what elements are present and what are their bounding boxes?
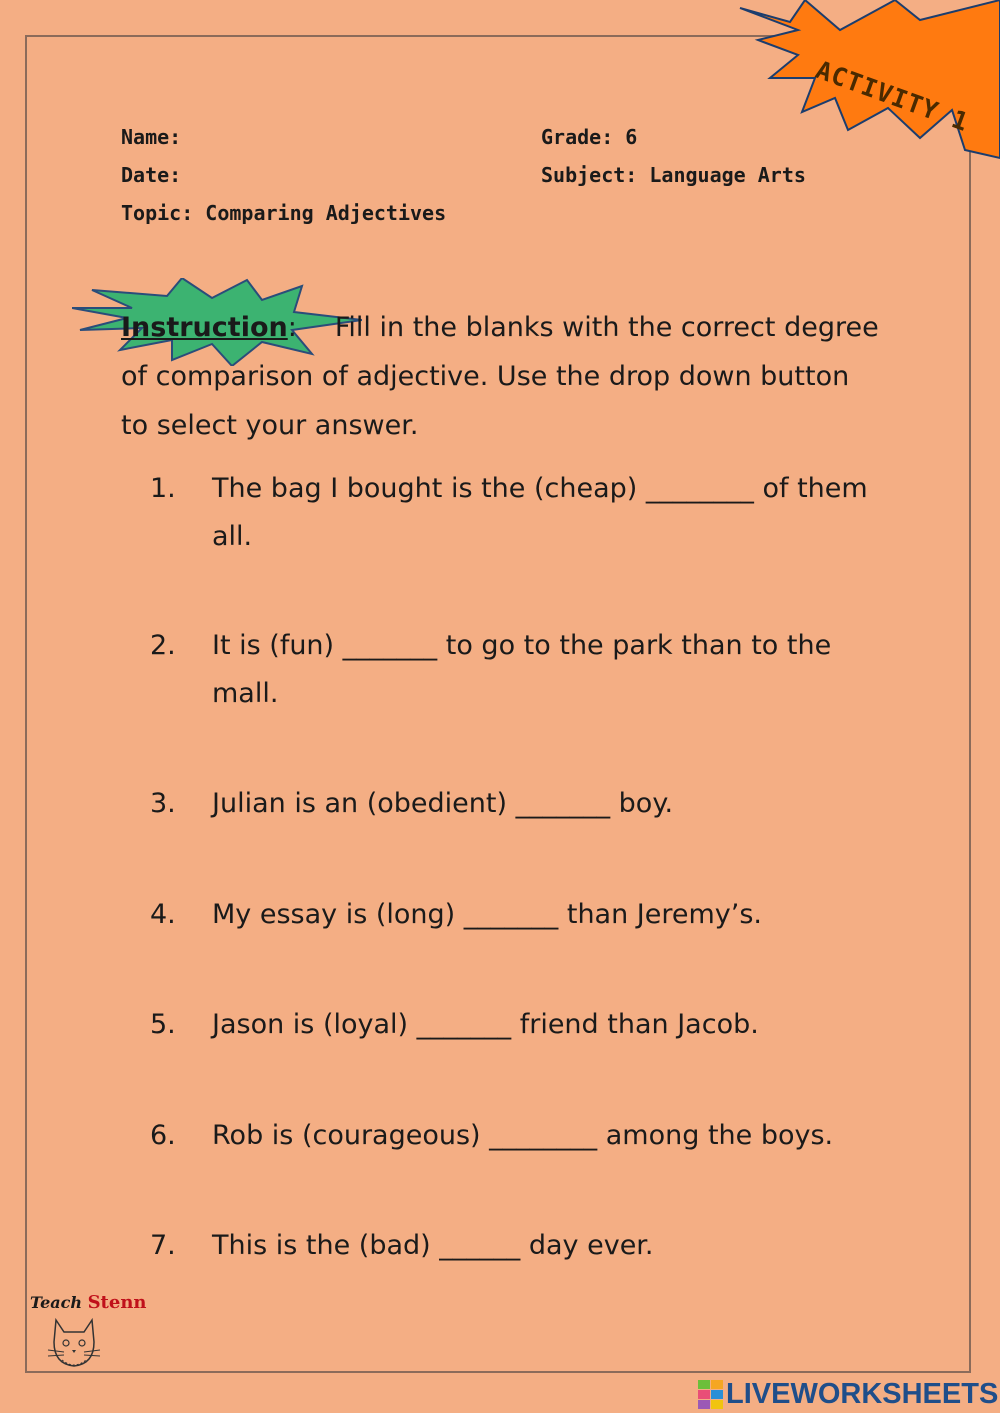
question-number: 1.	[150, 473, 176, 504]
activity-badge-label: ACTIVITY 1	[812, 55, 973, 138]
question-number: 4.	[150, 899, 176, 930]
teach-name: Stenn	[87, 1292, 147, 1313]
instruction-text: degree of comparison of adjective. Use the drop down button to select your answer.	[121, 312, 879, 441]
instruction-text-line1: Fill in the blanks with the correct	[334, 312, 776, 343]
topic-label: Topic: Comparing Adjectives	[121, 201, 447, 225]
teach-stenn-logo	[30, 1292, 147, 1313]
question-text: Julian is an (obedient) _______ boy.	[212, 788, 674, 819]
question-text: My essay is (long) _______ than Jeremy’s.	[212, 899, 763, 930]
instruction-paragraph	[121, 303, 881, 450]
date-label: Date:	[121, 163, 182, 187]
question-text: This is the (bad) ______ day ever.	[212, 1230, 654, 1261]
teach-prefix: Teach	[30, 1293, 88, 1312]
cat-icon	[44, 1312, 104, 1372]
grade-label: Grade: 6	[541, 125, 638, 149]
question-text: The bag I bought is the (cheap) ________ of them all.	[212, 473, 868, 552]
instruction-heading: Instruction	[121, 312, 288, 343]
question-text: Rob is (courageous) ________ among the boys.	[212, 1120, 834, 1151]
question-number: 2.	[150, 630, 176, 661]
question-text: Jason is (loyal) _______ friend than Jacob.	[212, 1009, 759, 1040]
question-number: 3.	[150, 788, 176, 819]
question-text: It is (fun) _______ to go to the park than to the mall.	[212, 630, 832, 709]
instruction-colon: :	[287, 312, 297, 343]
liveworksheets-label: LIVEWORKSHEETS	[726, 1378, 999, 1410]
liveworksheets-logo-icon	[698, 1380, 724, 1410]
question-number: 7.	[150, 1230, 176, 1261]
question-number: 5.	[150, 1009, 176, 1040]
name-label: Name:	[121, 125, 182, 149]
subject-label: Subject: Language Arts	[541, 163, 806, 187]
question-number: 6.	[150, 1120, 176, 1151]
liveworksheets-brand	[698, 1378, 998, 1411]
